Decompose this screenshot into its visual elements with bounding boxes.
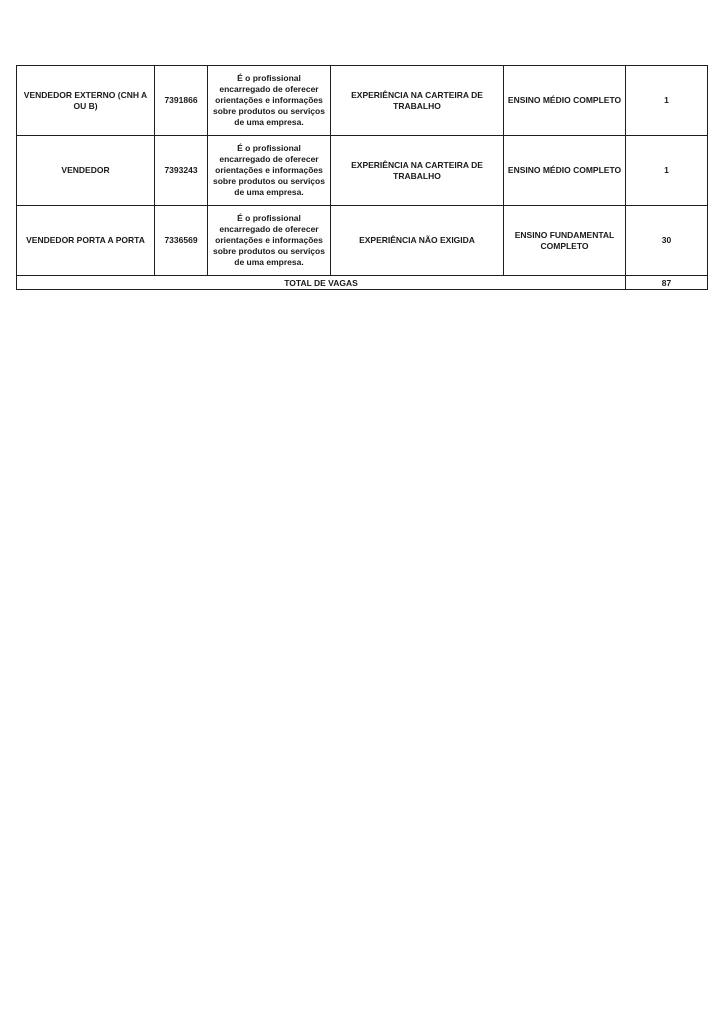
job-code-cell: 7391866: [155, 66, 208, 136]
experience-cell: EXPERIÊNCIA NA CARTEIRA DE TRABALHO: [331, 66, 504, 136]
job-code-cell: 7393243: [155, 136, 208, 206]
total-value-cell: 87: [626, 276, 708, 290]
education-cell: ENSINO MÉDIO COMPLETO: [504, 66, 626, 136]
education-cell: ENSINO MÉDIO COMPLETO: [504, 136, 626, 206]
table-row: [17, 136, 708, 206]
job-vacancies-table: [16, 65, 708, 290]
job-description-cell: É o profissional encarregado de oferecer orientações e informações sobre produtos ou serviços de uma empresa.: [208, 136, 331, 206]
job-title-cell: VENDEDOR: [17, 136, 155, 206]
vacancy-count-cell: 1: [626, 66, 708, 136]
total-row: [17, 276, 708, 290]
vacancy-count-cell: 30: [626, 206, 708, 276]
experience-cell: EXPERIÊNCIA NÃO EXIGIDA: [331, 206, 504, 276]
table-row: [17, 66, 708, 136]
job-code-cell: 7336569: [155, 206, 208, 276]
experience-cell: EXPERIÊNCIA NA CARTEIRA DE TRABALHO: [331, 136, 504, 206]
job-title-cell: VENDEDOR EXTERNO (CNH A OU B): [17, 66, 155, 136]
education-cell: ENSINO FUNDAMENTAL COMPLETO: [504, 206, 626, 276]
vacancy-count-cell: 1: [626, 136, 708, 206]
job-description-cell: É o profissional encarregado de oferecer orientações e informações sobre produtos ou serviços de uma empresa.: [208, 206, 331, 276]
table-row: [17, 206, 708, 276]
job-description-cell: É o profissional encarregado de oferecer orientações e informações sobre produtos ou serviços de uma empresa.: [208, 66, 331, 136]
total-label-cell: TOTAL DE VAGAS: [17, 276, 626, 290]
job-title-cell: VENDEDOR PORTA A PORTA: [17, 206, 155, 276]
